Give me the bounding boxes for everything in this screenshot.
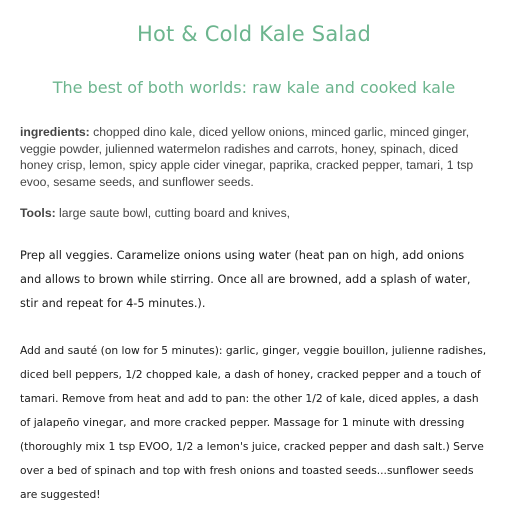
tools-paragraph — [20, 205, 492, 222]
ingredients-paragraph — [20, 124, 492, 190]
recipe-subtitle: The best of both worlds: raw kale and cooked kale — [52, 78, 456, 97]
prep-step: Prep all veggies. Caramelize onions using water (heat pan on high, add onions and allows to brown while stirring. Once all are browned, add a splash of water, stir and repeat for 4-5 minutes.). — [20, 249, 471, 310]
saute-step: Add and sauté (on low for 5 minutes): garlic, ginger, veggie bouillon, julienne radishes, diced bell peppers, 1/2 chopped kale, a dash of honey, cracked pepper and a touch of tamari. Remove from heat and add to pan: the other 1/2 of kale, diced apples, a dash of jalapeño vinegar, and more cracked pepper. Massage for 1 minute with dressing (thoroughly mix 1 tsp EVOO, 1/2 a lemon's juice, cracked pepper and dash salt.) Serve over a bed of spinach and top with fresh onions and toasted seeds...sunflower seeds are suggested! — [20, 344, 487, 501]
recipe-title: Hot & Cold Kale Salad — [136, 22, 372, 46]
ingredients-text: chopped dino kale, diced yellow onions, minced garlic, minced ginger, veggie powder, julienned watermelon radishes and carrots, honey, spinach, diced honey crisp, lemon, spicy apple cider vinegar, paprika, cracked pepper, tamari, 1 tsp evoo, sesame seeds, and sunflower seeds. — [20, 125, 474, 189]
tools-label: Tools: — [20, 206, 56, 220]
ingredients-label: ingredients: — [20, 125, 90, 139]
tools-text: large saute bowl, cutting board and knives, — [55, 206, 291, 220]
